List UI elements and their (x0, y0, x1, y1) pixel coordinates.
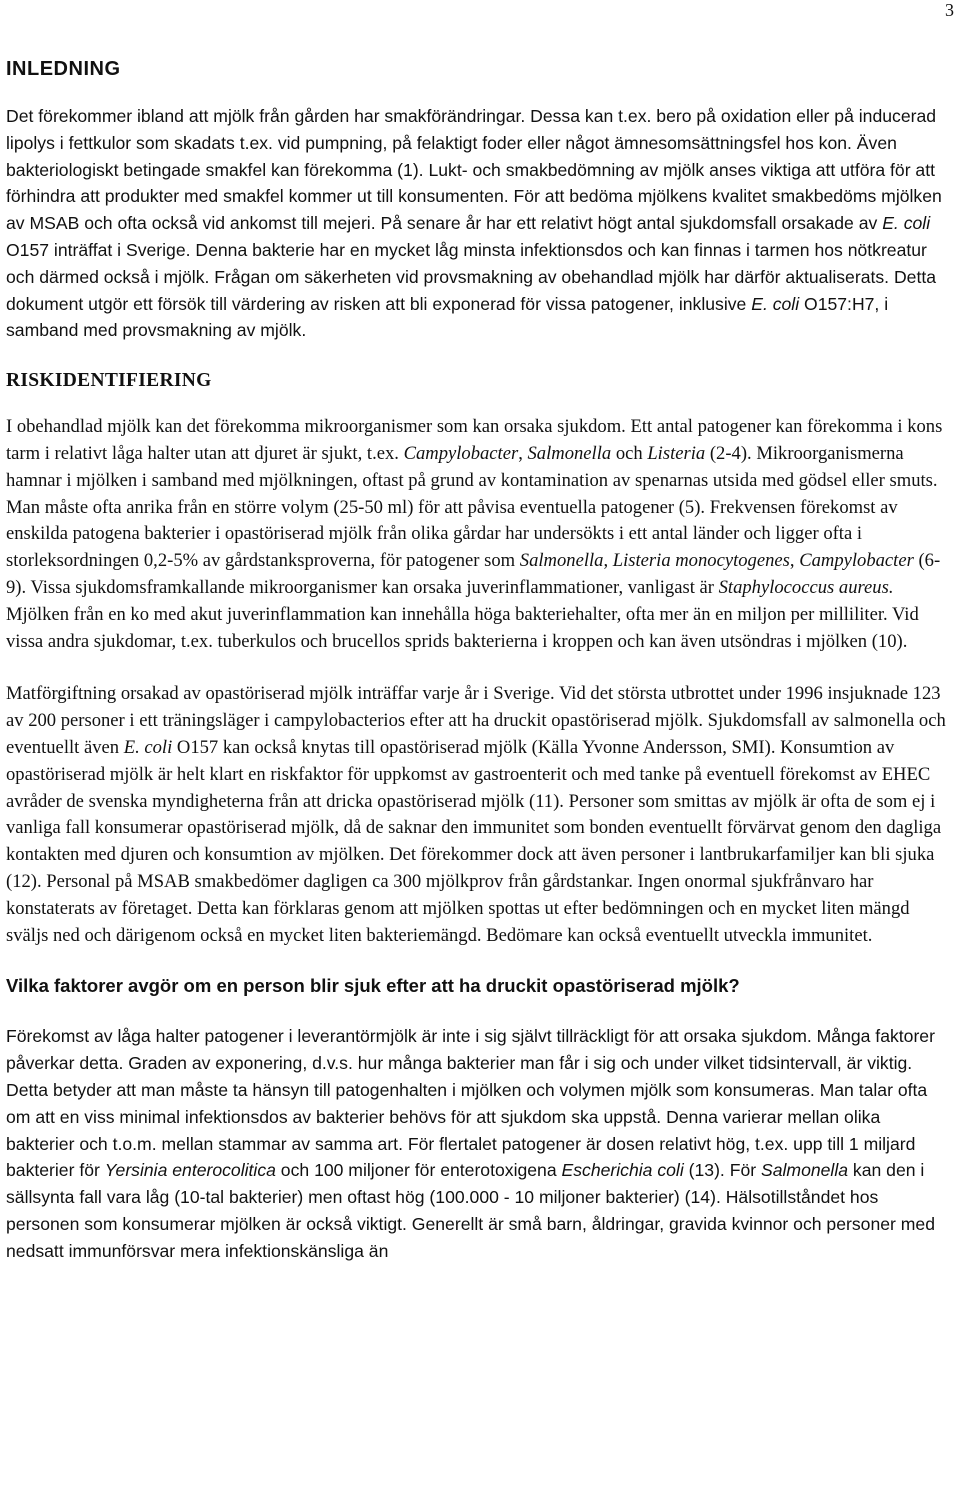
intro-text-6: Detta dokument utgör ett försök till värdering av risken att bli exponerad för vissa patogener, inklusive (6, 266, 937, 314)
intro-text-1: Det förekommer ibland att mjölk från gården har smakförändringar. Dessa kan t.ex. bero på oxidation eller på inducerad lipolys i fettkulor som skadats t.ex. vid pumpning, på felaktigt foder eller något ämnesomsättningsfel hos kon. (6, 106, 937, 153)
risk1-salmonella: Salmonella (527, 442, 612, 464)
heading-question: Vilka faktorer avgör om en person blir sjuk efter att ha druckit opastöriserad mjölk? (6, 975, 740, 997)
factors-text-b: och 100 miljoner för enterotoxigena (275, 1160, 562, 1181)
intro-text-2: Även bakteriologiskt betingade smakfel kan förekomma (1). Lukt- och smakbedömning av mjölk anses viktiga att utföra för att förhindra att produkter med smakfel kommer ut till konsumenten. För att bedöma mjölkens kvalitet smakbedöms mjölken av MSAB och ofta också vid ankomst till mejeri. På senare år har ett relativt högt antal sjukdomsfall orsakade av (6, 132, 942, 234)
intro-text-5: Frågan om säkerheten vid provsmakning av obehandlad mjölk har därför aktualiserats. (209, 266, 890, 287)
factors-text-c: (13). För (683, 1160, 761, 1181)
intro-ecoli-2: E. coli (751, 293, 800, 314)
risk1-staph: Staphylococcus aureus. (718, 576, 894, 598)
factors-salmonella: Salmonella (760, 1160, 849, 1181)
risk1-sep-2: och (611, 442, 648, 464)
factors-yersinia: Yersinia enterocolitica (104, 1160, 276, 1181)
risk1-text-d: Mjölken från en ko med akut juverinflammation kan innehålla höga bakteriehalter, ofta mer än en miljon per milliliter. Vid vissa andra sjukdomar, t.ex. tuberkulos och brucellos sprids bakterierna i kroppen och kan även utsöndras i mjölken (10). (6, 603, 919, 652)
paragraph-factors (6, 1023, 952, 1264)
risk2-ecoli: E. coli (123, 736, 173, 758)
risk1-campylobacter-2: Campylobacter (799, 550, 914, 572)
risk1-text-b: (2-4). Mikroorganismerna hamnar i mjölken i samband med mjölkningen, oftast på grund av kontamination av spenarnas utsida med gödsel eller smuts. Man måste ofta anrika från en större volym (25-50 ml) för att påvisa eventuella patogener (5). Frekvensen förekomst av enskilda patogena bakterier i opastöriserad mjölk från olika gårdar har undersökts i ett antal länder och ligger ofta i storleksordningen 0,2-5% av gårdstanksproverna, för patogener som (6, 442, 938, 572)
intro-text-4: Denna bakterie har en mycket låg minsta infektionsdos och kan finnas i tarmen hos nötkreatur och därmed också i mjölk. (6, 239, 927, 287)
risk1-campylobacter: Campylobacter (403, 442, 519, 464)
intro-ecoli-1: E. coli (882, 213, 931, 234)
paragraph-intro (6, 103, 952, 344)
risk1-text-a: I obehandlad mjölk kan det förekomma mikroorganismer som kan orsaka sjukdom. Ett antal patogener kan förekomma i kons tarm i relativt låga halter utan att djuret är sjukt, t.ex. (6, 416, 943, 464)
intro-text-3: O157 inträffat i Sverige. (6, 239, 191, 260)
risk1-text-c: (6-9). Vissa sjukdomsframkallande mikroorganismer kan orsaka juverinflammationer, vanligast är (6, 550, 941, 598)
factors-escherichia: Escherichia coli (561, 1160, 684, 1181)
intro-text-7: O157:H7, i samband med provsmakning av mjölk. (6, 293, 889, 341)
risk1-sep-4: , (789, 550, 800, 572)
page-number: 3 (945, 0, 954, 20)
risk2-text-a: Matförgiftning orsakad av opastöriserad mjölk inträffar varje år i Sverige. Vid det största utbrottet under 1996 insjuknade 123 av 200 personer i ett träningsläger i campylobacterios efter att ha druckit opastöriserad mjölk. Sjukdomsfall av salmonella och eventuellt även (6, 683, 946, 758)
heading-inledning: INLEDNING (6, 58, 121, 80)
heading-riskidentifiering: RISKIDENTIFIERING (6, 370, 212, 392)
risk1-salmonella-2: Salmonella (519, 550, 604, 572)
paragraph-risk-1 (6, 414, 952, 655)
paragraph-risk-2 (6, 681, 952, 949)
risk1-sep-1: , (518, 442, 528, 464)
factors-text-d: kan den i sällsynta fall vara låg (10-tal bakterier) men oftast hög (100.000 - 10 miljoner bakterier) (14). Hälsotillståndet hos personen som konsumerar mjölken är också viktigt. Generellt är små barn, åldringar, gravida kvinnor och personer med nedsatt immunförsvar mera infektionskänsliga än (6, 1160, 935, 1261)
risk2-text-b: O157 kan också knytas till opastöriserad mjölk (Källa Yvonne Andersson, SMI). Konsumtion av opastöriserad mjölk är helt klart en riskfaktor för uppkomst av gastroenterit och med tanke på eventuell förekomst av EHEC avråder de svenska myndigheterna från att dricka opastöriserad mjölk (11). Personer som smittas av mjölk är ofta de som ej i vanliga fall konsumerar opastöriserad mjölk, då de saknar den immunitet som bonden eventuellt förvärvat genom den dagliga kontakten med djuren och konsumtion av mjölken. Det förekommer dock att även personer i lantbrukarfamiljer kan bli sjuka (12). Personal på MSAB smakbedömer dagligen ca 300 mjölkprov från gårdstankar. Ingen onormal sjukfrånvaro har konstaterats av företaget. Detta kan förklaras genom att mjölken spottas ut efter bedömningen och en mycket liten mängd sväljs ned och därigenom också en mycket liten bakteriemängd. Bedömare kan också eventuellt utveckla immunitet. (6, 736, 942, 946)
risk1-sep-3: , (603, 550, 613, 572)
factors-text-a: Förekomst av låga halter patogener i leverantörmjölk är inte i sig självt tillräckligt för att orsaka sjukdom. Många faktorer påverkar detta. Graden av exponering, d.v.s. hur många bakterier man får i sig och under vilket tidsintervall, är viktig. Detta betyder att man måste ta hänsyn till patogenhalten i mjölken och volymen mjölk som konsumeras. Man talar ofta om att en viss minimal infektionsdos av bakterier behövs för att sjukdom ska uppstå. Denna varierar mellan olika bakterier och t.o.m. mellan stammar av samma art. För flertalet patogener är dosen relativt hög, t.ex. upp till 1 miljard bakterier för (6, 1026, 935, 1181)
risk1-listeria-mono: Listeria monocytogenes (612, 550, 790, 572)
risk1-listeria: Listeria (647, 442, 706, 464)
document-body (6, 48, 952, 1290)
